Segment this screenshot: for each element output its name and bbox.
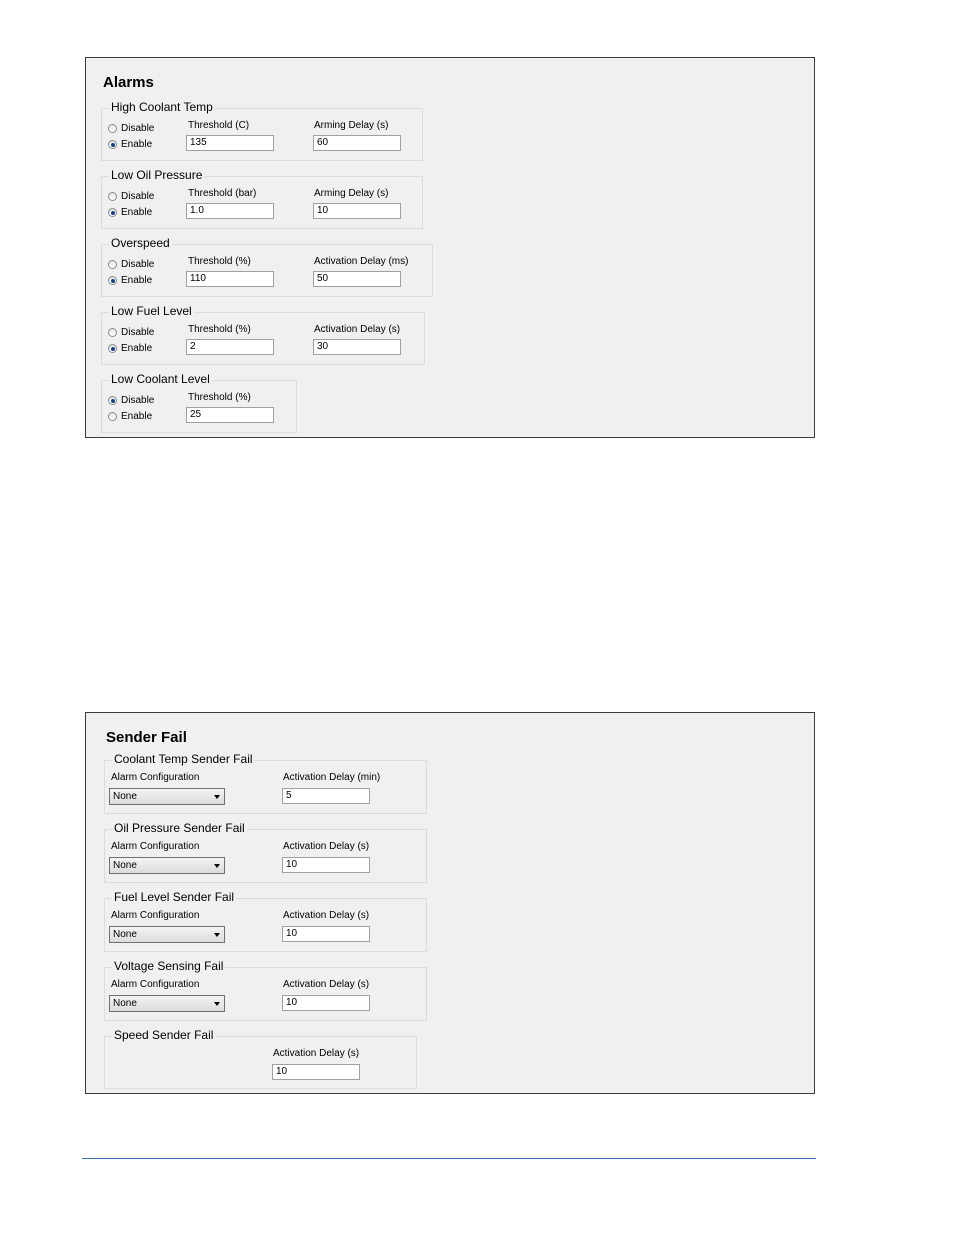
radio-icon: [108, 192, 117, 201]
threshold-input[interactable]: 135: [186, 135, 274, 151]
group-coolant-temp-sender-fail: [104, 752, 427, 814]
chevron-down-icon: [214, 864, 220, 868]
delay-label: Activation Delay (s): [273, 1048, 360, 1059]
delay-label: Activation Delay (s): [283, 910, 370, 921]
group-label: Coolant Temp Sender Fail: [114, 752, 253, 766]
disable-radio[interactable]: Disable: [108, 259, 154, 270]
alarm-config-label: Alarm Configuration: [111, 910, 200, 921]
threshold-input[interactable]: 1.0: [186, 203, 274, 219]
threshold-label: Threshold (%): [188, 324, 251, 335]
enable-radio[interactable]: Enable: [108, 275, 152, 286]
sender-fail-title: Sender Fail: [106, 729, 187, 746]
group-low-fuel-level: [101, 304, 425, 365]
threshold-label: Threshold (%): [188, 256, 251, 267]
enable-radio[interactable]: Enable: [108, 343, 152, 354]
group-low-coolant-level: [101, 372, 297, 433]
sender-fail-panel: [85, 712, 815, 1094]
threshold-input[interactable]: 25: [186, 407, 274, 423]
threshold-label: Threshold (bar): [188, 188, 257, 199]
alarm-config-label: Alarm Configuration: [111, 841, 200, 852]
footer-divider: [82, 1158, 816, 1159]
group-label: Overspeed: [111, 236, 170, 250]
delay-input[interactable]: 30: [313, 339, 401, 355]
alarms-panel: [85, 57, 815, 438]
enable-radio[interactable]: Enable: [108, 411, 152, 422]
group-high-coolant-temp: [101, 100, 423, 161]
group-speed-sender-fail: [104, 1028, 417, 1089]
delay-input[interactable]: 10: [282, 926, 370, 942]
delay-input[interactable]: 10: [282, 857, 370, 873]
group-label: Speed Sender Fail: [114, 1028, 214, 1042]
alarm-config-label: Alarm Configuration: [111, 979, 200, 990]
radio-selected-icon: [108, 208, 117, 217]
disable-radio[interactable]: Disable: [108, 327, 154, 338]
radio-icon: [108, 124, 117, 133]
group-fuel-level-sender-fail: [104, 890, 427, 952]
enable-radio[interactable]: Enable: [108, 139, 152, 150]
delay-label: Activation Delay (s): [314, 324, 401, 335]
group-low-oil-pressure: [101, 168, 423, 229]
threshold-label: Threshold (C): [188, 120, 250, 131]
group-overspeed: [101, 236, 433, 297]
delay-input[interactable]: 5: [282, 788, 370, 804]
radio-selected-icon: [108, 396, 117, 405]
enable-radio[interactable]: Enable: [108, 207, 152, 218]
threshold-input[interactable]: 2: [186, 339, 274, 355]
delay-label: Activation Delay (min): [283, 772, 381, 783]
radio-selected-icon: [108, 140, 117, 149]
group-label: Oil Pressure Sender Fail: [114, 821, 245, 835]
delay-label: Arming Delay (s): [314, 120, 389, 131]
chevron-down-icon: [214, 1002, 220, 1006]
group-label: Low Coolant Level: [111, 372, 210, 386]
alarm-config-label: Alarm Configuration: [111, 772, 200, 783]
alarms-title: Alarms: [103, 74, 154, 91]
group-voltage-sensing-fail: [104, 959, 427, 1021]
threshold-input[interactable]: 110: [186, 271, 274, 287]
delay-input[interactable]: 10: [282, 995, 370, 1011]
radio-icon: [108, 260, 117, 269]
delay-input[interactable]: 60: [313, 135, 401, 151]
delay-input[interactable]: 50: [313, 271, 401, 287]
chevron-down-icon: [214, 795, 220, 799]
delay-label: Activation Delay (ms): [314, 256, 409, 267]
group-oil-pressure-sender-fail: [104, 821, 427, 883]
group-label: Voltage Sensing Fail: [114, 959, 224, 973]
group-label: High Coolant Temp: [111, 100, 213, 114]
delay-input[interactable]: 10: [272, 1064, 360, 1080]
disable-radio[interactable]: Disable: [108, 395, 154, 406]
chevron-down-icon: [214, 933, 220, 937]
group-label: Low Oil Pressure: [111, 168, 203, 182]
alarm-config-dropdown[interactable]: None: [109, 857, 225, 874]
delay-input[interactable]: 10: [313, 203, 401, 219]
alarm-config-dropdown[interactable]: None: [109, 788, 225, 805]
delay-label: Activation Delay (s): [283, 841, 370, 852]
radio-selected-icon: [108, 276, 117, 285]
group-label: Fuel Level Sender Fail: [114, 890, 235, 904]
group-label: Low Fuel Level: [111, 304, 192, 318]
radio-selected-icon: [108, 344, 117, 353]
threshold-label: Threshold (%): [188, 392, 251, 403]
delay-label: Activation Delay (s): [283, 979, 370, 990]
alarm-config-dropdown[interactable]: None: [109, 926, 225, 943]
alarm-config-dropdown[interactable]: None: [109, 995, 225, 1012]
disable-radio[interactable]: Disable: [108, 123, 154, 134]
radio-icon: [108, 328, 117, 337]
delay-label: Arming Delay (s): [314, 188, 389, 199]
disable-radio[interactable]: Disable: [108, 191, 154, 202]
radio-icon: [108, 412, 117, 421]
